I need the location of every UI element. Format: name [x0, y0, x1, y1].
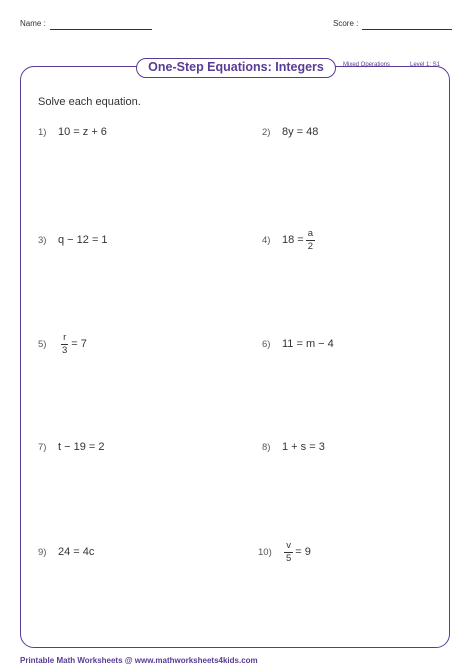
- equation: 11 = m − 4: [282, 338, 334, 350]
- name-label: Name :: [20, 19, 46, 28]
- problem-number: 1): [38, 126, 47, 138]
- problem-4: [262, 227, 317, 253]
- problem-number: 7): [38, 441, 47, 453]
- problem-number: 4): [262, 234, 271, 246]
- equation: 8y = 48: [282, 126, 319, 138]
- equation-rhs: = 7: [71, 338, 87, 350]
- equation-lhs: 18 =: [282, 234, 304, 246]
- category-label: Mixed Operations: [343, 62, 391, 68]
- problem-number: 8): [262, 441, 271, 453]
- name-field-line[interactable]: [50, 29, 152, 30]
- problem-5: [38, 331, 87, 357]
- instructions: Solve each equation.: [38, 96, 141, 108]
- equation: [282, 229, 317, 252]
- fraction-denominator: 3: [62, 344, 68, 356]
- problem-number: 5): [38, 338, 47, 350]
- problem-number: 2): [262, 126, 271, 138]
- problem-9: [38, 539, 94, 565]
- score-label: Score :: [333, 19, 359, 28]
- fraction-numerator: a: [307, 227, 314, 239]
- problem-7: [38, 434, 104, 460]
- problem-3: [38, 227, 108, 253]
- fraction: [60, 333, 69, 356]
- problem-number: 6): [262, 338, 271, 350]
- equation: 10 = z + 6: [58, 126, 107, 138]
- fraction: [284, 541, 293, 564]
- fraction: [306, 229, 315, 252]
- problem-number: 9): [38, 546, 47, 558]
- fraction-denominator: 2: [307, 240, 314, 252]
- problem-10: [258, 539, 311, 565]
- equation: [58, 333, 87, 356]
- problem-8: [262, 434, 325, 460]
- equation: [282, 541, 311, 564]
- equation-rhs: = 9: [295, 546, 311, 558]
- level-label: Level 1: S1: [410, 62, 441, 68]
- problem-number: 3): [38, 234, 47, 246]
- fraction-numerator: v: [286, 539, 292, 551]
- equation: t − 19 = 2: [58, 441, 105, 453]
- footer-credit: Printable Math Worksheets @ www.mathworksheets4kids.com: [20, 656, 258, 665]
- score-field-line[interactable]: [362, 29, 452, 30]
- problem-1: [38, 119, 107, 145]
- fraction-numerator: r: [63, 331, 67, 343]
- problem-number: 10): [258, 546, 272, 558]
- equation: q − 12 = 1: [58, 234, 108, 246]
- equation: 24 = 4c: [58, 546, 95, 558]
- problem-6: [262, 331, 334, 357]
- equation: 1 + s = 3: [282, 441, 325, 453]
- fraction-denominator: 5: [286, 552, 292, 564]
- problem-2: [262, 119, 318, 145]
- worksheet-title: One-Step Equations: Integers: [136, 58, 336, 78]
